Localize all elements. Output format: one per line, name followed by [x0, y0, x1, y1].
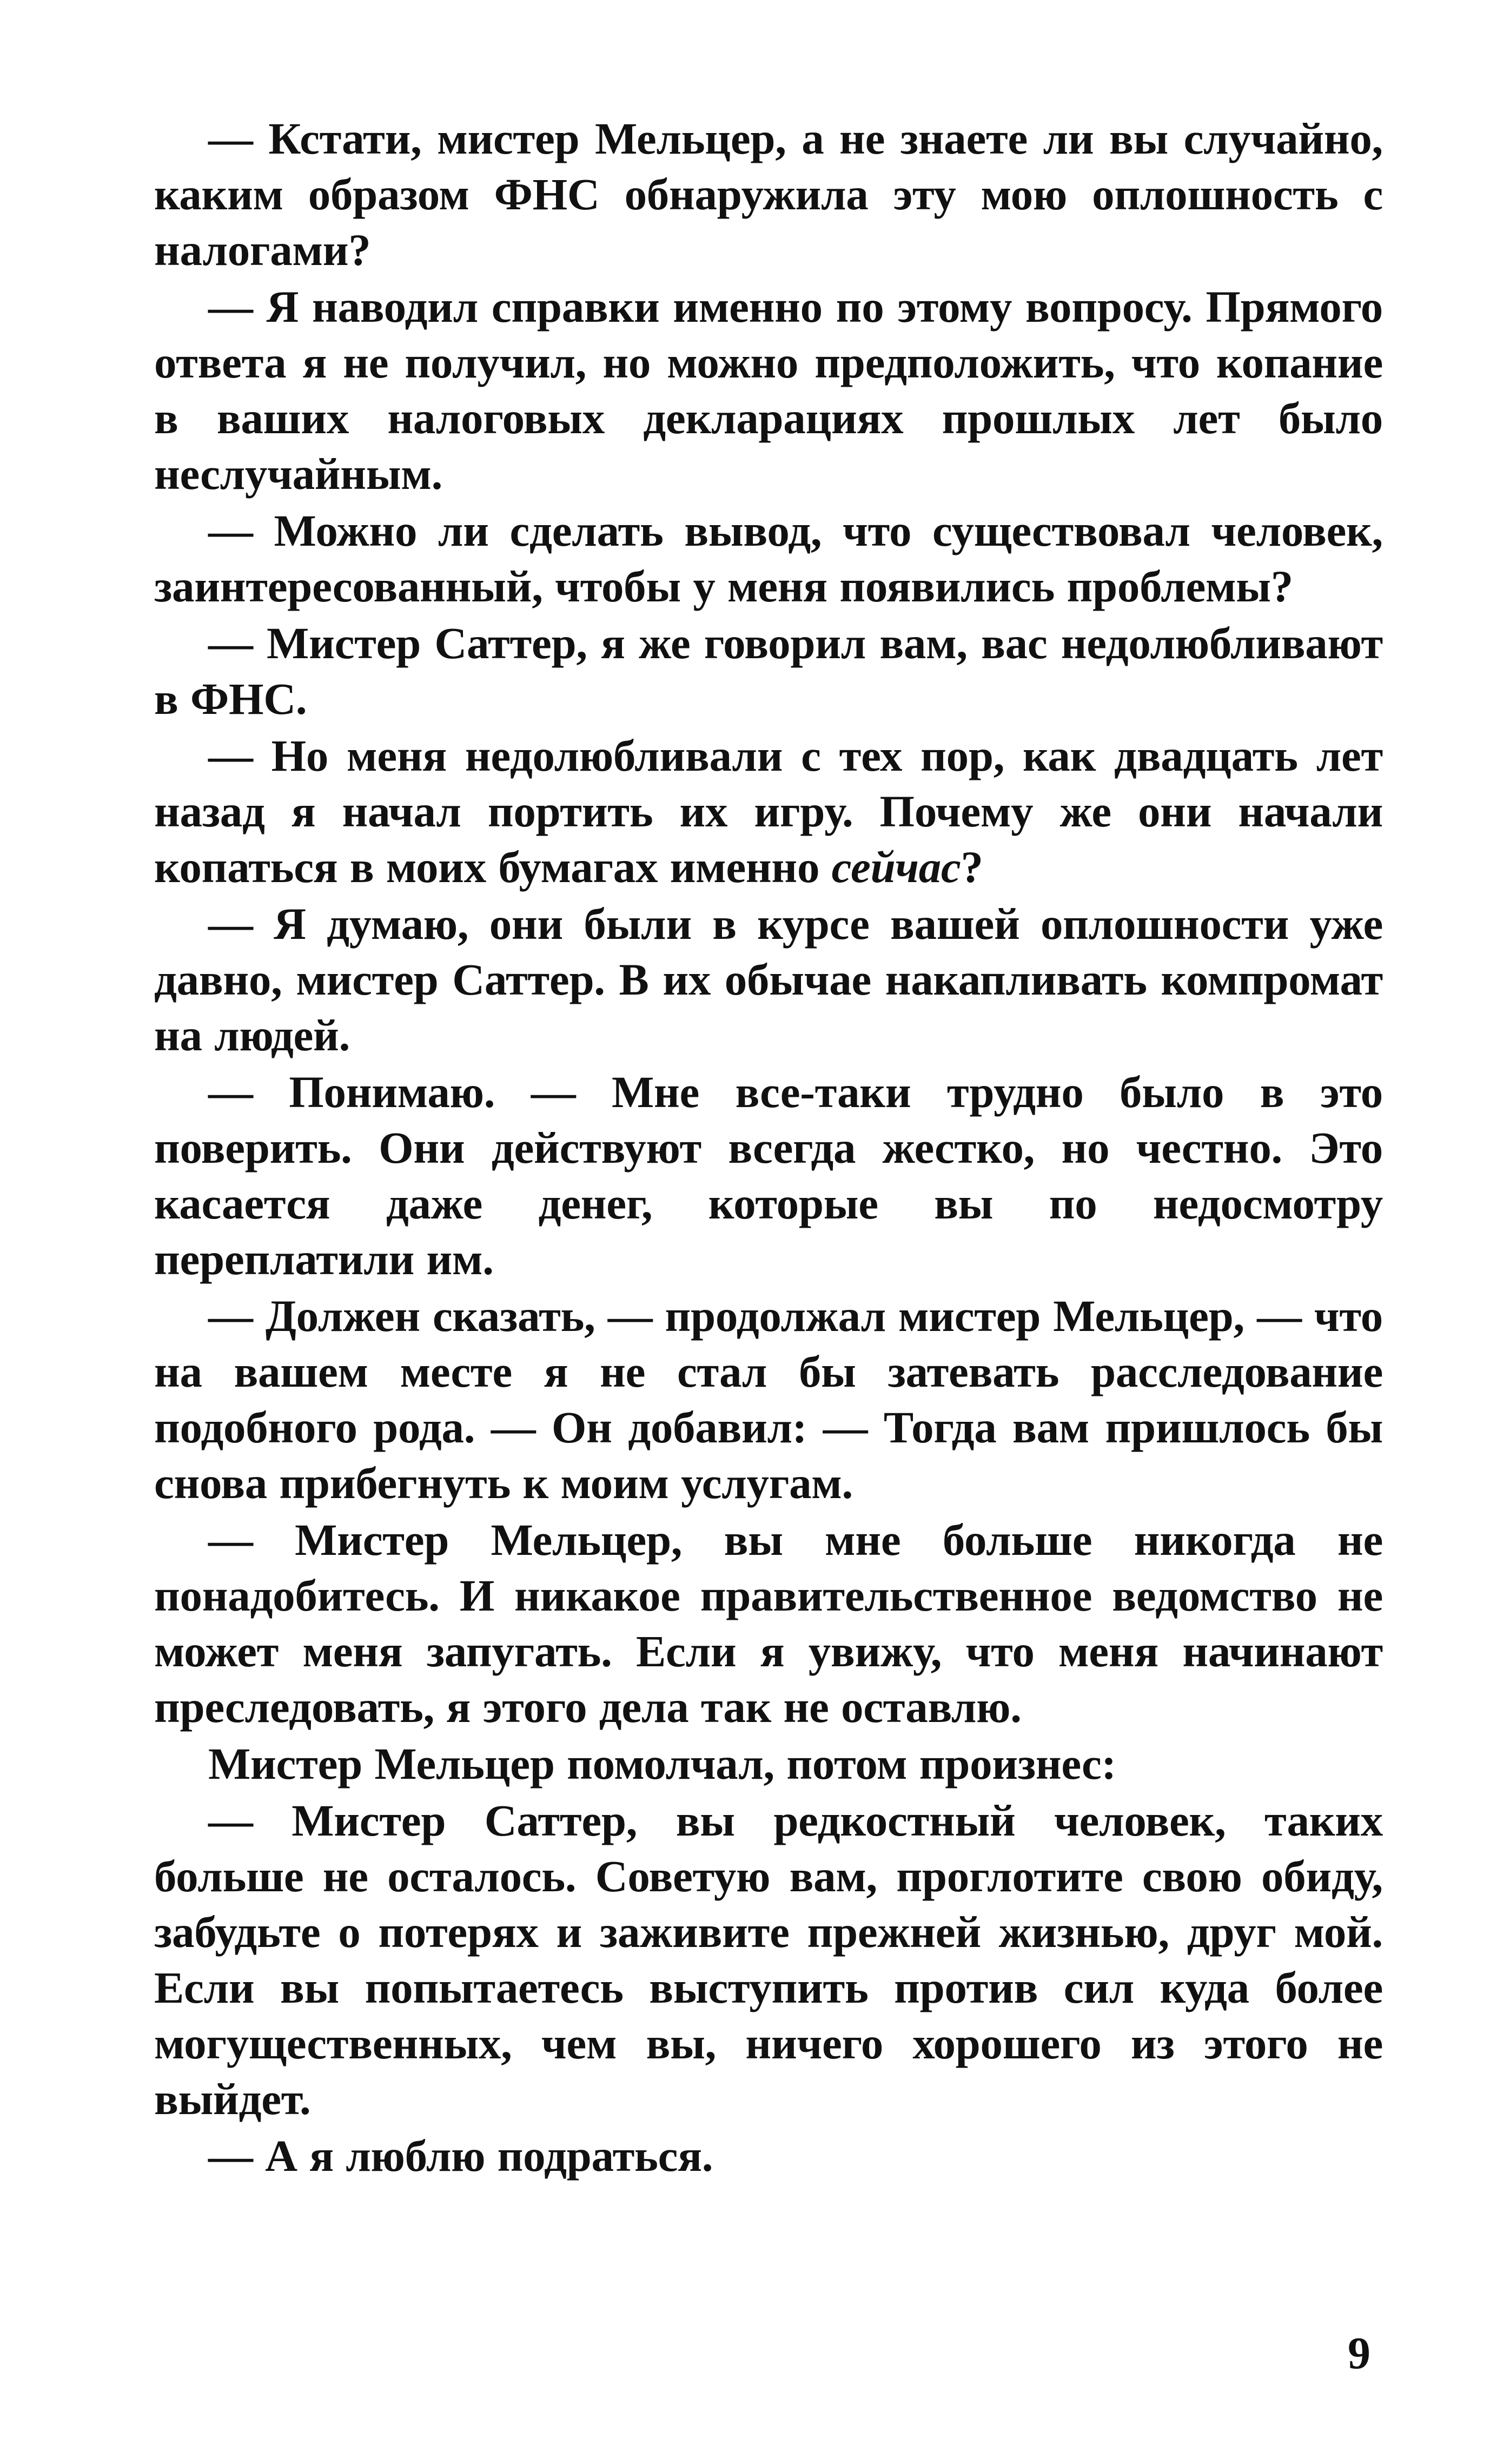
italic-emphasis: сейчас	[831, 842, 961, 892]
paragraph: — Я наводил справки именно по этому вопросу. Прямого ответа я не получил, но можно предположить, что копание в ваших налоговых декларациях прошлых лет было неслучайным.	[154, 282, 1383, 499]
paragraph: — Можно ли сделать вывод, что существовал человек, заинтересованный, чтобы у меня появились проблемы?	[154, 506, 1383, 611]
paragraph: Мистер Мельцер помолчал, потом произнес:	[208, 1739, 1116, 1789]
paragraph: — Я думаю, они были в курсе вашей оплошности уже давно, мистер Саттер. В их обычае накапливать компромат на людей.	[154, 899, 1383, 1060]
paragraph-text: — Но меня недолюбливали с тех пор, как двадцать лет назад я начал портить их игру. Почему же они начали копаться в моих бумагах именно	[154, 731, 1383, 892]
paragraph: — Должен сказать, — продолжал мистер Мельцер, — что на вашем месте я не стал бы затевать расследование подобного рода. — Он добавил: — Тогда вам пришлось бы снова прибегнуть к моим услугам.	[154, 1291, 1383, 1508]
paragraph-text: ?	[961, 842, 983, 892]
paragraph	[154, 728, 1383, 895]
paragraph: — Понимаю. — Мне все-таки трудно было в это поверить. Они действуют всегда жестко, но честно. Это касается даже денег, которые вы по недосмотру переплатили им.	[154, 1067, 1383, 1284]
paragraph: — Мистер Саттер, вы редкостный человек, таких больше не осталось. Советую вам, проглотите свою обиду, забудьте о потерях и заживите прежней жизнью, друг мой. Если вы попытаетесь выступить против сил куда более могущественных, чем вы, ничего хорошего из этого не выйдет.	[154, 1796, 1383, 2124]
paragraph: — Кстати, мистер Мельцер, а не знаете ли вы случайно, каким образом ФНС обнаружила эту мою оплошность с налогами?	[154, 114, 1383, 275]
paragraph: — Мистер Саттер, я же говорил вам, вас недолюбливают в ФНС.	[154, 618, 1383, 724]
body-text	[154, 111, 1383, 2184]
paragraph: — Мистер Мельцер, вы мне больше никогда не понадобитесь. И никакое правительственное ведомство не может меня запугать. Если я увижу, что меня начинают преследовать, я этого дела так не оставлю.	[154, 1515, 1383, 1732]
paragraph: — А я люблю подраться.	[208, 2131, 713, 2181]
page-number: 9	[1348, 2328, 1370, 2379]
